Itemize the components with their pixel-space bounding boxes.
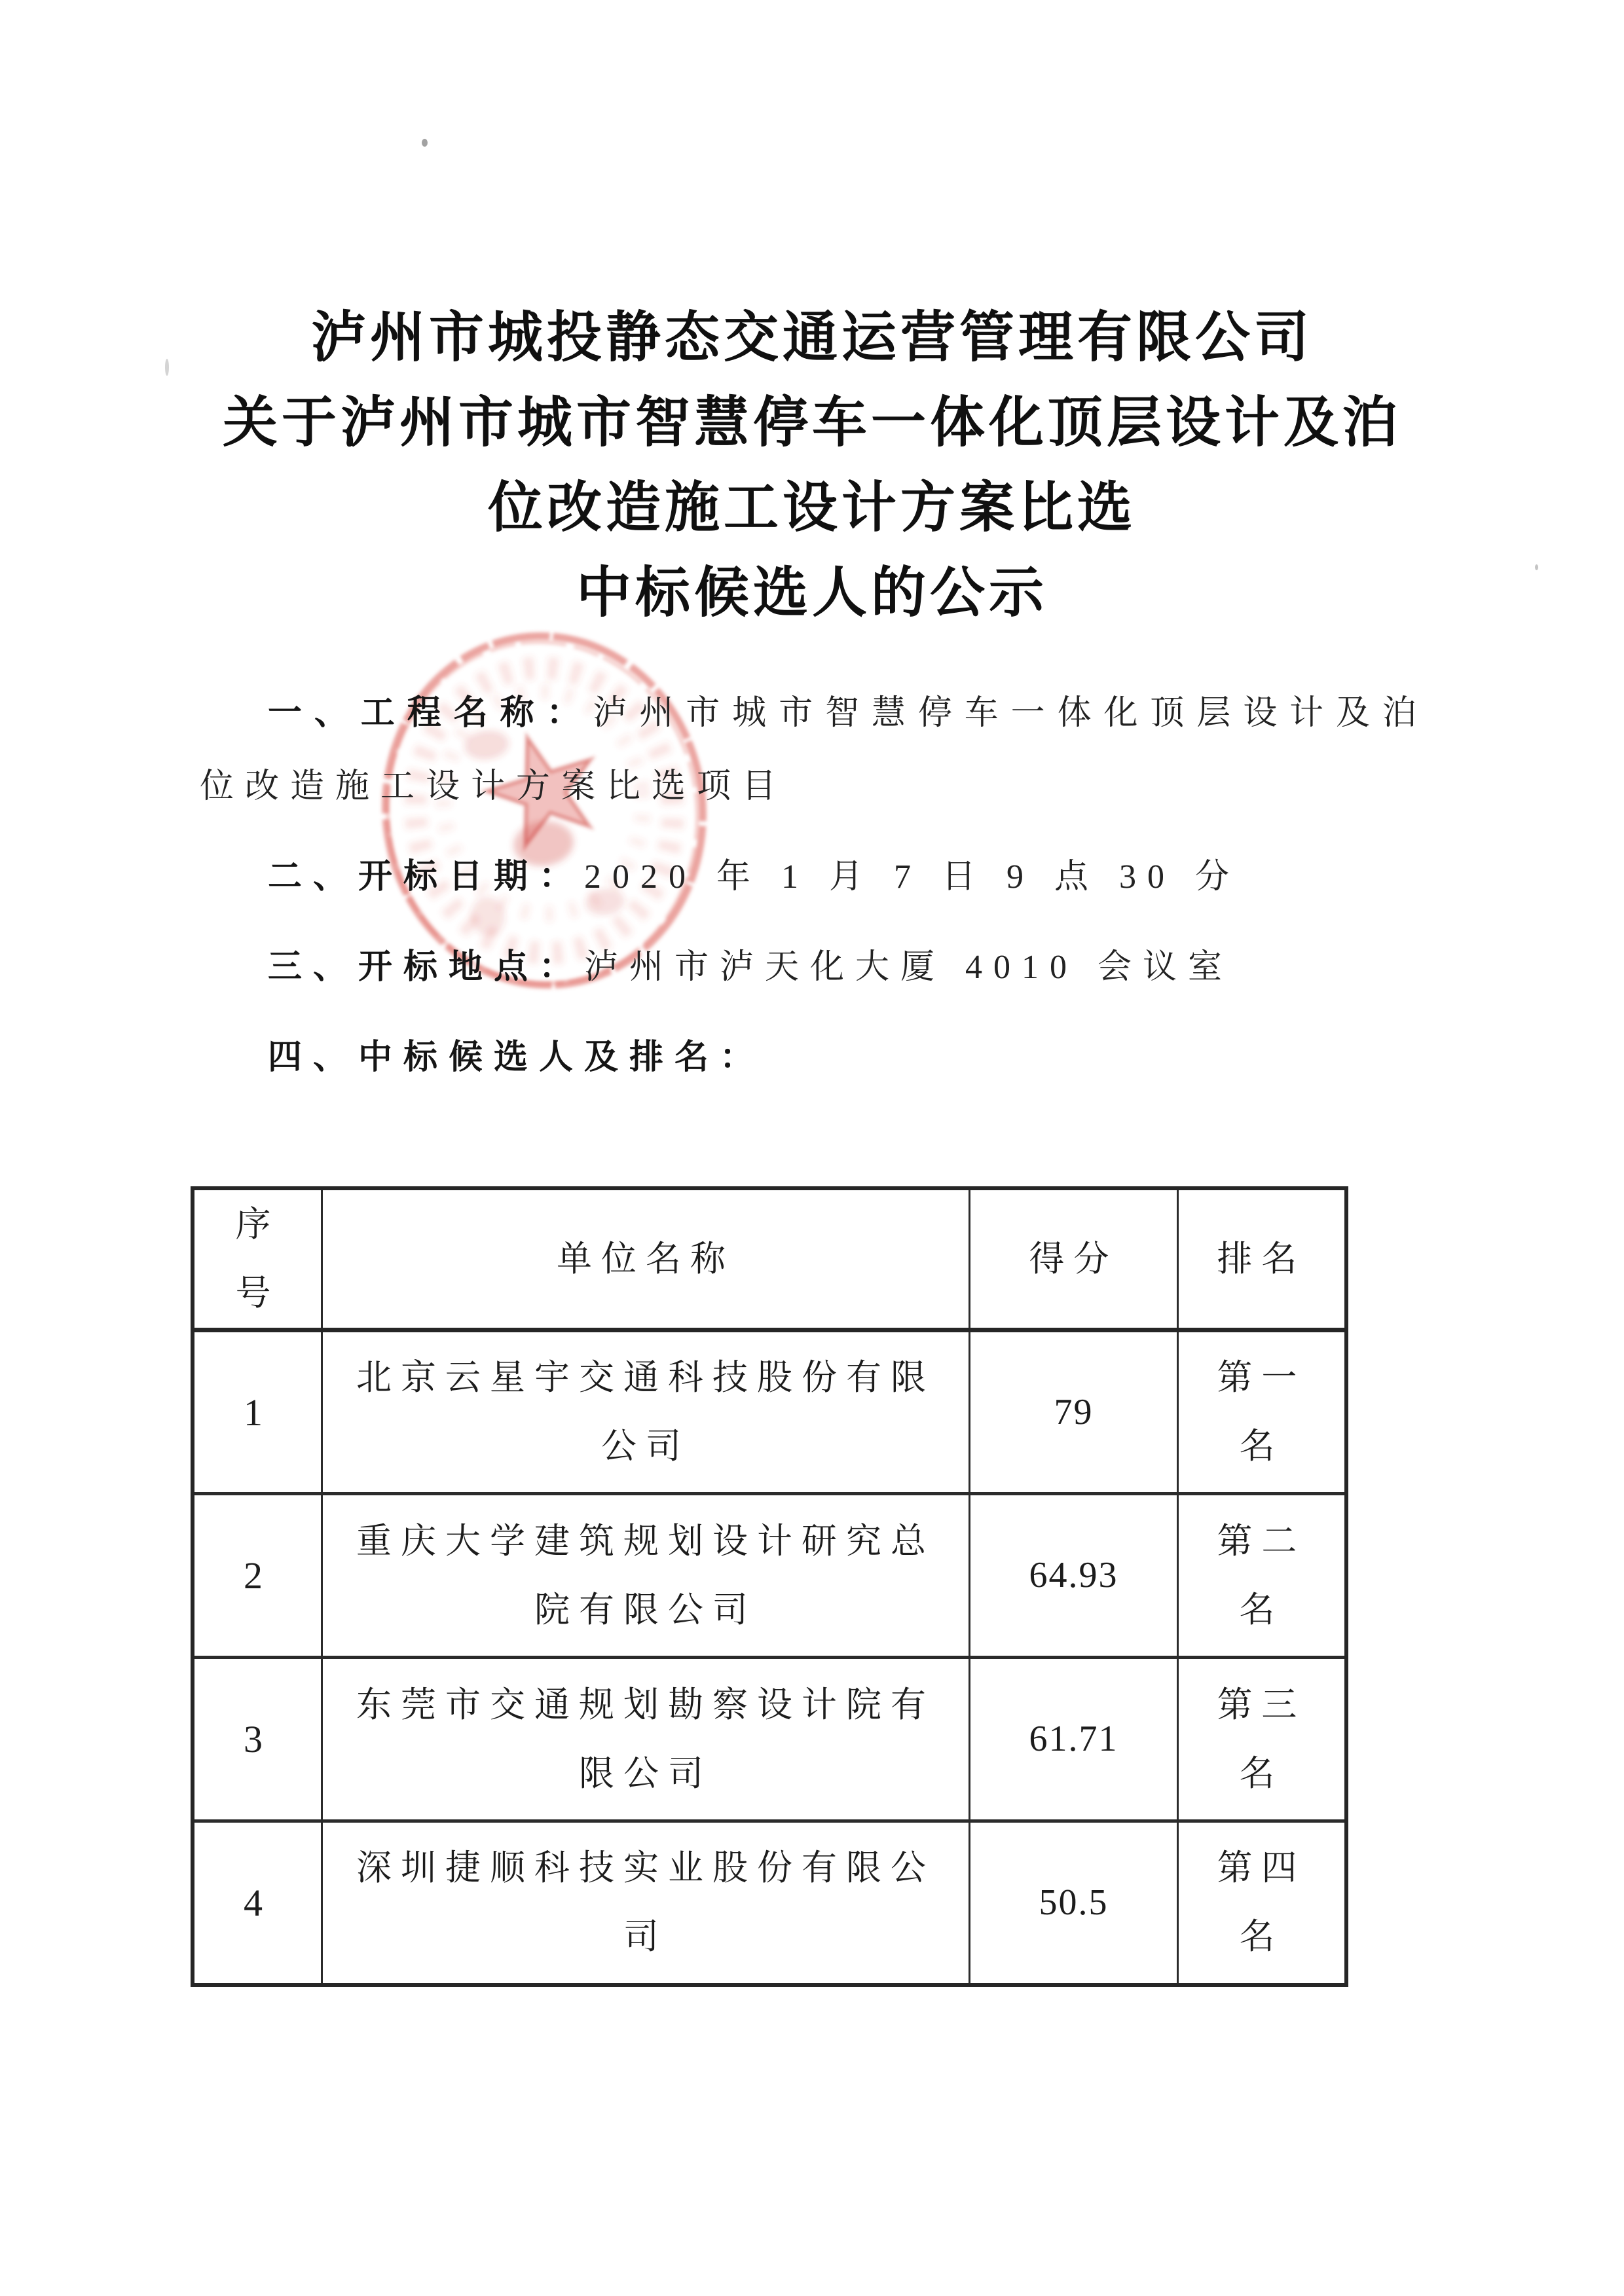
row-rank: 第一名 <box>1177 1330 1346 1494</box>
row-seq: 1 <box>193 1330 322 1494</box>
row-company: 东莞市交通规划勘察设计院有限公司 <box>322 1658 969 1821</box>
title-line-1: 泸州市城投静态交通运营管理有限公司 <box>310 308 1313 369</box>
bid-opening-place-label: 三、开标地点： <box>268 949 585 986</box>
header-seq: 序号 <box>193 1188 322 1330</box>
title-line-4: 中标候选人的公示 <box>576 563 1048 624</box>
scan-artifact <box>1535 564 1538 570</box>
scan-artifact <box>422 139 428 147</box>
row-seq: 4 <box>193 1821 322 1985</box>
header-company: 单位名称 <box>322 1188 969 1330</box>
row-rank: 第四名 <box>1177 1821 1346 1985</box>
row-score: 50.5 <box>970 1821 1178 1985</box>
candidates-ranking-paragraph <box>200 1021 1428 1095</box>
table-row <box>193 1658 1346 1821</box>
row-company: 深圳捷顺科技实业股份有限公司 <box>322 1821 969 1985</box>
row-score: 61.71 <box>970 1658 1178 1821</box>
row-company: 北京云星宇交通科技股份有限公司 <box>322 1330 969 1494</box>
title-line-2: 关于泸州市城市智慧停车一体化顶层设计及泊 <box>222 393 1401 454</box>
bid-opening-place-value: 泸州市泸天化大厦 4010 会议室 <box>584 949 1234 986</box>
header-rank: 排名 <box>1177 1188 1346 1330</box>
row-company: 重庆大学建筑规划设计研究总院有限公司 <box>322 1494 969 1658</box>
row-rank: 第三名 <box>1177 1658 1346 1821</box>
header-score: 得分 <box>970 1188 1178 1330</box>
scan-artifact <box>165 359 169 376</box>
document-body <box>200 677 1428 1987</box>
row-seq: 2 <box>193 1494 322 1658</box>
table-row <box>193 1494 1346 1658</box>
candidates-ranking-table <box>191 1186 1348 1987</box>
title-line-3: 位改造施工设计方案比选 <box>487 478 1136 539</box>
table-header-row <box>193 1188 1346 1330</box>
bid-opening-date-paragraph <box>200 841 1428 914</box>
row-rank: 第二名 <box>1177 1494 1346 1658</box>
bid-opening-place-paragraph <box>200 931 1428 1004</box>
bid-opening-date-value: 2020 年 1 月 7 日 9 点 30 分 <box>584 858 1241 896</box>
table-row <box>193 1330 1346 1494</box>
project-name-label: 一、工程名称： <box>268 695 593 732</box>
row-seq: 3 <box>193 1658 322 1821</box>
table-row <box>193 1821 1346 1985</box>
row-score: 79 <box>970 1330 1178 1494</box>
row-score: 64.93 <box>970 1494 1178 1658</box>
candidates-ranking-label: 四、中标候选人及排名： <box>268 1039 766 1076</box>
project-name-paragraph <box>200 677 1428 824</box>
document-title <box>92 296 1532 636</box>
project-name-value: 泸州市城市智慧停车一体化顶层设计及泊位改造施工设计方案比选项目 <box>200 695 1428 805</box>
bid-opening-date-label: 二、开标日期： <box>268 858 585 896</box>
